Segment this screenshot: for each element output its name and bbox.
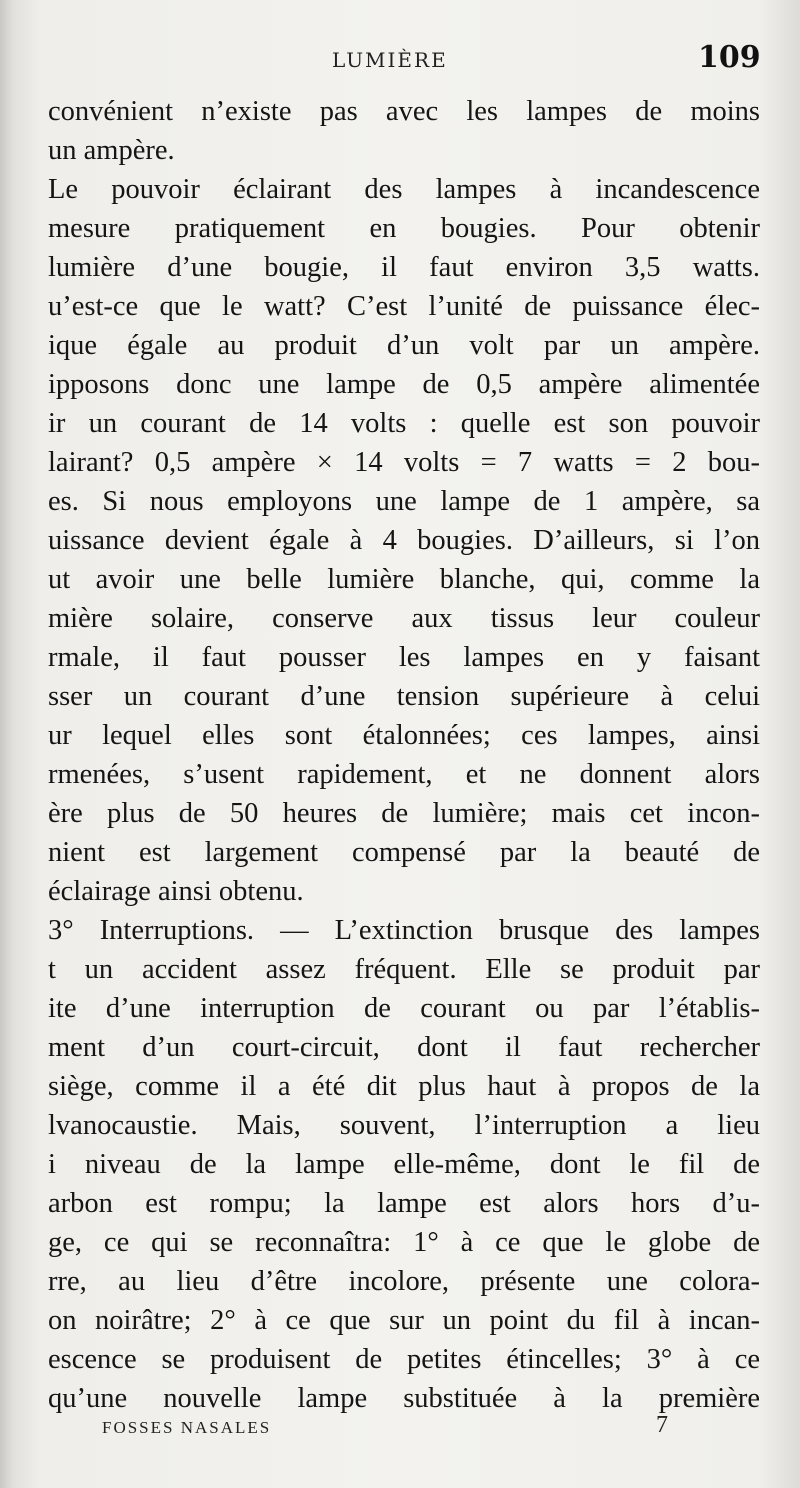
text-line: sser un courant d’une tension supérieure à celui <box>48 681 760 712</box>
text-line: escence se produisent de petites étincelles; 3° à ce <box>48 1344 760 1375</box>
text-line: uissance devient égale à 4 bougies. D’ailleurs, si l’on <box>48 525 760 556</box>
text-line: éclairage ainsi obtenu. <box>48 876 304 907</box>
page-footer <box>0 1412 800 1448</box>
text-line: es. Si nous employons une lampe de 1 ampère, sa <box>48 486 760 517</box>
text-line: ge, ce qui se reconnaîtra: 1° à ce que le globe de <box>48 1227 760 1258</box>
sheet-number: 7 <box>656 1412 668 1438</box>
text-line: ipposons donc une lampe de 0,5 ampère alimentée <box>48 369 760 400</box>
text-line: ère plus de 50 heures de lumière; mais cet incon- <box>48 798 760 829</box>
text-line: ment d’un court-circuit, dont il faut rechercher <box>48 1032 760 1063</box>
text-line: lumière d’une bougie, il faut environ 3,5 watts. <box>48 252 760 283</box>
text-line: un ampère. <box>48 135 175 166</box>
text-line: nient est largement compensé par la beauté de <box>48 837 760 868</box>
text-line: 3° Interruptions. — L’extinction brusque des lampes <box>48 915 760 946</box>
text-line: rre, au lieu d’être incolore, présente une colora- <box>48 1266 760 1297</box>
text-line: mesure pratiquement en bougies. Pour obtenir <box>48 213 760 244</box>
text-line: siège, comme il a été dit plus haut à propos de la <box>48 1071 760 1102</box>
text-line: t un accident assez fréquent. Elle se produit par <box>48 954 760 985</box>
text-line: ur lequel elles sont étalonnées; ces lampes, ainsi <box>48 720 760 751</box>
text-line: ut avoir une belle lumière blanche, qui, comme la <box>48 564 760 595</box>
text-line: lairant? 0,5 ampère × 14 volts = 7 watts = 2 bou- <box>48 447 760 478</box>
text-line: rmale, il faut pousser les lampes en y faisant <box>48 642 760 673</box>
text-line: convénient n’existe pas avec les lampes de moins <box>48 96 760 127</box>
text-line: ite d’une interruption de courant ou par l’établis- <box>48 993 760 1024</box>
text-line: mière solaire, conserve aux tissus leur couleur <box>48 603 760 634</box>
text-line: u’est-ce que le watt? C’est l’unité de puissance élec- <box>48 291 760 322</box>
text-line: on noirâtre; 2° à ce que sur un point du fil à incan- <box>48 1305 760 1336</box>
text-line: ir un courant de 14 volts : quelle est son pouvoir <box>48 408 760 439</box>
text-line: rmenées, s’usent rapidement, et ne donnent alors <box>48 759 760 790</box>
signature-mark: FOSSES NASALES <box>102 1418 272 1437</box>
text-line: i niveau de la lampe elle-même, dont le fil de <box>48 1149 760 1180</box>
text-line: Le pouvoir éclairant des lampes à incandescence <box>48 174 760 205</box>
text-line: ique égale au produit d’un volt par un ampère. <box>48 330 760 361</box>
text-line: qu’une nouvelle lampe substituée à la première <box>48 1383 760 1414</box>
text-line: lvanocaustie. Mais, souvent, l’interruption a lieu <box>48 1110 760 1141</box>
page-header <box>0 40 800 84</box>
text-line: arbon est rompu; la lampe est alors hors d’u- <box>48 1188 760 1219</box>
running-head: LUMIÈRE <box>332 48 448 72</box>
page-number: 109 <box>698 40 761 75</box>
